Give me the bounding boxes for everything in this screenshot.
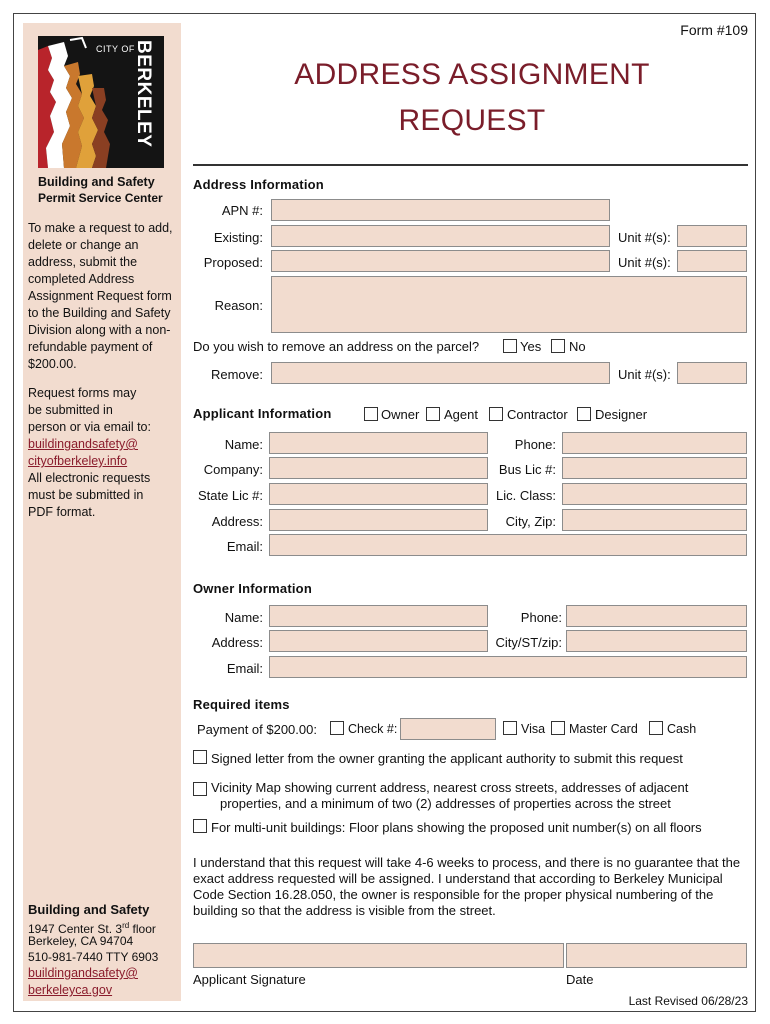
role-designer-checkbox[interactable] [577, 407, 591, 421]
role-agent-label: Agent [444, 407, 478, 422]
existing-address-field[interactable] [271, 225, 610, 247]
address-info-heading: Address Information [193, 177, 324, 192]
date-label: Date [566, 972, 594, 987]
applicant-address-label: Address: [211, 514, 263, 529]
role-owner-label: Owner [381, 407, 420, 422]
sidebar-pdf-line1: All electronic requests [28, 471, 151, 485]
check-number-field[interactable] [400, 718, 496, 740]
sidebar-footer-title: Building and Safety [28, 902, 150, 917]
owner-city-st-zip-field[interactable] [566, 630, 747, 652]
signed-letter-checkbox[interactable] [193, 750, 207, 764]
required-items-heading: Required items [193, 697, 290, 712]
last-revised: Last Revised 06/28/23 [628, 994, 748, 1008]
vicinity-map-label-line1: Vicinity Map showing current address, nearest cross streets, addresses of adjacent [211, 780, 689, 795]
payment-label: Payment of $200.00: [197, 722, 317, 737]
page-title-line2: REQUEST [398, 104, 546, 137]
footer-address1-sup: rd [122, 921, 130, 930]
sidebar-pdf-line3: PDF format. [28, 505, 96, 519]
berkeley-logo [38, 36, 164, 168]
signed-letter-label: Signed letter from the owner granting the applicant authority to submit this request [211, 751, 683, 766]
existing-unit-label: Unit #(s): [618, 230, 671, 245]
sidebar-submit-line2: be submitted in [28, 403, 113, 417]
proposed-address-field[interactable] [271, 250, 610, 272]
applicant-state-lic-label: State Lic #: [197, 488, 263, 503]
proposed-label: Proposed: [203, 255, 263, 270]
applicant-lic-class-label: Lic. Class: [496, 488, 556, 503]
payment-visa-checkbox[interactable] [503, 721, 517, 735]
sidebar-pdf-line2: must be submitted in [28, 488, 144, 502]
applicant-state-lic-field[interactable] [269, 483, 488, 505]
sidebar-email-link-2[interactable]: cityofberkeley.info [28, 454, 128, 468]
remove-no-label: No [569, 339, 586, 354]
form-number: Form #109 [680, 22, 748, 38]
role-agent-checkbox[interactable] [426, 407, 440, 421]
existing-unit-field[interactable] [677, 225, 747, 247]
logo-berkeley-text: BERKELEY [133, 40, 154, 148]
sidebar-footer-phone: 510-981-7440 TTY 6903 [28, 950, 159, 964]
applicant-signature-label: Applicant Signature [193, 972, 306, 987]
sidebar-dept-line2: Permit Service Center [38, 191, 163, 205]
proposed-unit-label: Unit #(s): [618, 255, 671, 270]
applicant-address-field[interactable] [269, 509, 488, 531]
applicant-city-zip-label: City, Zip: [505, 514, 556, 529]
sidebar-submit-line3: person or via email to: [28, 420, 151, 434]
acknowledgement-statement: I understand that this request will take 4-6 weeks to process, and there is no guarantee that the exact address requested will be assigned. I understand that according to Berkeley Municipal Code Section 16.28.050, the owner is responsible for the proper physical numbering of the building so that the address is visible from the street. [193, 855, 741, 918]
remove-label: Remove: [210, 367, 263, 382]
remove-unit-label: Unit #(s): [618, 367, 671, 382]
page-title-line1: ADDRESS ASSIGNMENT [294, 58, 650, 91]
sidebar-footer-email-2[interactable]: berkeleyca.gov [28, 983, 113, 997]
apn-field[interactable] [271, 199, 610, 221]
sidebar-email-link-1[interactable]: buildingandsafety@ [28, 437, 138, 451]
title-divider [193, 164, 748, 166]
payment-check-checkbox[interactable] [330, 721, 344, 735]
applicant-name-field[interactable] [269, 432, 488, 454]
applicant-phone-label: Phone: [514, 437, 556, 452]
apn-label: APN #: [221, 203, 263, 218]
sidebar-submit-line1: Request forms may [28, 386, 137, 400]
applicant-company-label: Company: [203, 462, 263, 477]
remove-question: Do you wish to remove an address on the parcel? [193, 339, 480, 354]
sidebar-footer-address2: Berkeley, CA 94704 [28, 934, 134, 948]
applicant-lic-class-field[interactable] [562, 483, 747, 505]
reason-label: Reason: [214, 298, 263, 313]
applicant-bus-lic-field[interactable] [562, 457, 747, 479]
owner-phone-field[interactable] [566, 605, 747, 627]
remove-unit-field[interactable] [677, 362, 747, 384]
owner-name-field[interactable] [269, 605, 488, 627]
owner-address-label: Address: [211, 635, 263, 650]
remove-address-field[interactable] [271, 362, 610, 384]
proposed-unit-field[interactable] [677, 250, 747, 272]
date-field[interactable] [566, 943, 747, 968]
payment-check-label: Check #: [348, 722, 398, 736]
existing-label: Existing: [213, 230, 263, 245]
applicant-bus-lic-label: Bus Lic #: [498, 462, 556, 477]
floor-plans-label: For multi-unit buildings: Floor plans showing the proposed unit number(s) on all floors [211, 820, 702, 835]
applicant-email-label: Email: [226, 539, 263, 554]
logo-city-of: CITY OF [96, 44, 135, 54]
owner-phone-label: Phone: [520, 610, 562, 625]
applicant-phone-field[interactable] [562, 432, 747, 454]
role-contractor-checkbox[interactable] [489, 407, 503, 421]
payment-cash-label: Cash [667, 722, 697, 736]
owner-email-field[interactable] [269, 656, 747, 678]
payment-mastercard-checkbox[interactable] [551, 721, 565, 735]
reason-field[interactable] [271, 276, 747, 333]
applicant-email-field[interactable] [269, 534, 747, 556]
applicant-company-field[interactable] [269, 457, 488, 479]
vicinity-map-label-line2: properties, and a minimum of two (2) addresses of properties across the street [220, 796, 671, 811]
sidebar-footer-email-1[interactable]: buildingandsafety@ [28, 966, 138, 980]
applicant-info-heading: Applicant Information [193, 406, 332, 421]
payment-mastercard-label: Master Card [569, 722, 638, 736]
role-owner-checkbox[interactable] [364, 407, 378, 421]
owner-info-heading: Owner Information [193, 581, 312, 596]
owner-email-label: Email: [226, 661, 263, 676]
applicant-name-label: Name: [224, 437, 263, 452]
sidebar-dept-line1: Building and Safety [38, 175, 155, 189]
vicinity-map-checkbox[interactable] [193, 782, 207, 796]
footer-address1-pre: 1947 Center St. 3 [28, 922, 123, 936]
owner-city-st-zip-label: City/ST/zip: [495, 635, 562, 650]
role-designer-label: Designer [595, 407, 648, 422]
applicant-signature-field[interactable] [193, 943, 564, 968]
payment-cash-checkbox[interactable] [649, 721, 663, 735]
role-contractor-label: Contractor [507, 407, 568, 422]
remove-yes-label: Yes [520, 339, 542, 354]
footer-address1-post: floor [129, 922, 156, 936]
floor-plans-checkbox[interactable] [193, 819, 207, 833]
applicant-city-zip-field[interactable] [562, 509, 747, 531]
remove-yes-checkbox[interactable] [503, 339, 517, 353]
payment-visa-label: Visa [521, 722, 546, 736]
sidebar-instructions: To make a request to add, delete or change an address, submit the completed Address Assignment Request form to the Building and Safety Division along with a non-refundable payment of $200.00. [28, 221, 173, 371]
remove-no-checkbox[interactable] [551, 339, 565, 353]
owner-name-label: Name: [224, 610, 263, 625]
owner-address-field[interactable] [269, 630, 488, 652]
